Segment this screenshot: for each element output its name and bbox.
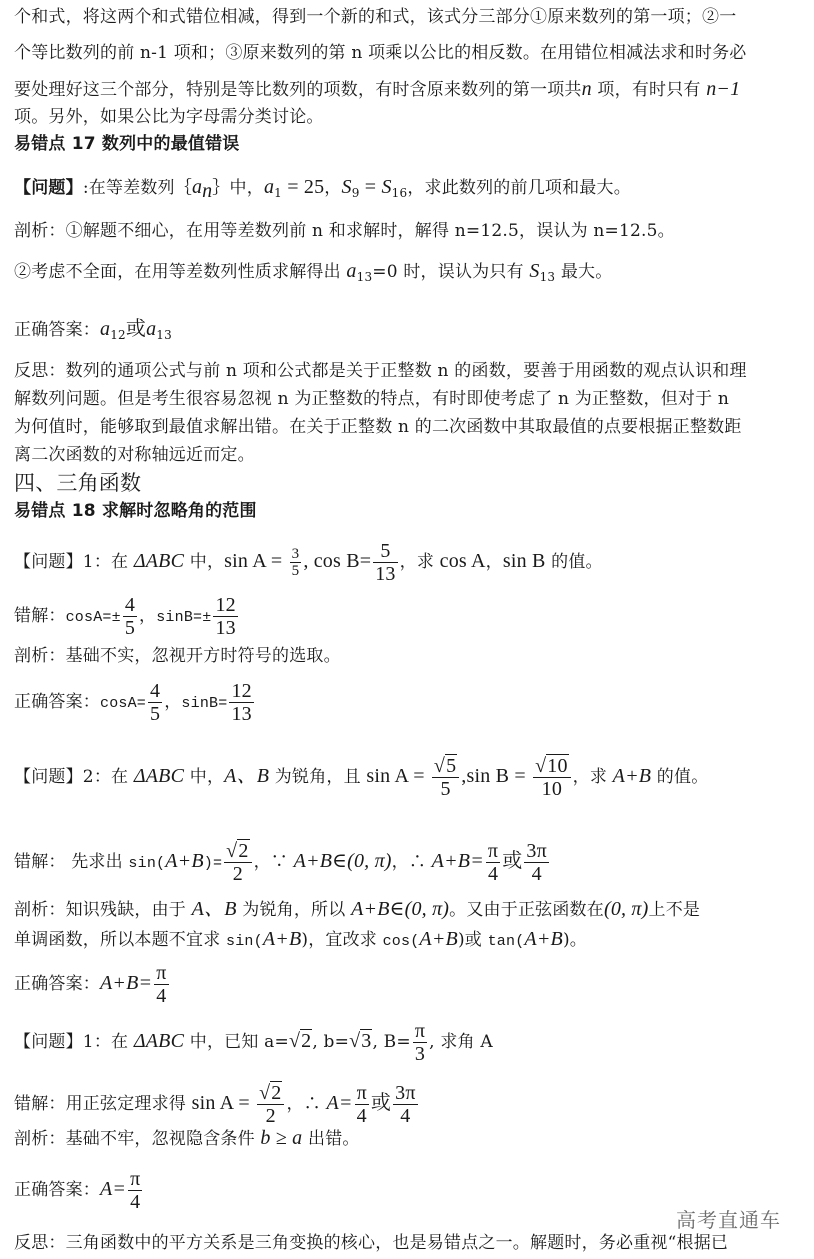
fraction: $\frac{√2}{2}$ <box>224 840 251 885</box>
section-17-analysis-2: ②考虑不全面，在用等差数列性质求解得出 $a_{13}=0$ 时，误认为只有 $S_{13}$ 最大。 <box>14 260 613 284</box>
watermark: 高考直通车 <box>676 1208 781 1232</box>
intro-line-3: 要处理好这三个部分，特别是等比数列的项数，有时含原来数列的第一项共n 项，有时只有 n−1 <box>14 78 741 100</box>
section-18-reflection: 反思：三角函数中的平方关系是三角变换的核心，也是易错点之一。解题时，务必重视“根据已 <box>14 1233 729 1253</box>
fraction: $\frac{4}{5}$ <box>124 594 136 639</box>
section-17-reflection-3: 为何值时，能够取到最值求解出错。在关于正整数 n 的二次函数中其取最值的点要根据正整数距 <box>14 417 742 437</box>
q1-answer: 正确答案：cosA= $\frac{4}{5}$ ，sinB= $\frac{12}{13}$ <box>14 680 252 725</box>
q2-analysis-line-1: 剖析：知识残缺，由于 A、B 为锐角，所以 A+B∈(0, π)。又由于正弦函数在(0, π)上不是 <box>14 898 701 920</box>
fraction: $\frac{√2}{2}$ <box>257 1082 284 1127</box>
section-17-reflection-2: 解数列问题。但是考生很容易忽视 n 为正整数的特点，有时即使考虑了 n 为正整数，但对于 n <box>14 389 730 409</box>
q1-wrong-solution: 错解：cosA=± $\frac{4}{5}$ ，sinB=± $\frac{12}{13}$ <box>14 594 236 639</box>
q3-wrong-solution: 错解：用正弦定理求得 sin A = $\frac{√2}{2}$ ，∴ A= $\frac{\pi}{4}$ 或 $\frac{3\pi}{4}$ <box>14 1082 416 1127</box>
fraction: $\frac{3}{5}$ <box>291 546 300 579</box>
q1-analysis: 剖析：基础不实，忽视开方时符号的选取。 <box>14 646 341 666</box>
q1-problem: 【问题】1：在 ΔABC 中，sin A = $\frac{3}{5}$ , cos B= $\frac{5}{13}$ ，求 cos A，sin B 的值。 <box>14 540 603 585</box>
intro-line-1: 个和式，将这两个和式错位相减，得到一个新的和式，该式分三部分①原来数列的第一项；②一 <box>14 7 737 27</box>
fraction: $\frac{\pi}{3}$ <box>414 1020 426 1065</box>
intro-line-2: 个等比数列的前 n-1 项和；③原来数列的第 n 项乘以公比的相反数。在用错位相减法求和时务必 <box>14 43 747 63</box>
q3-problem: 【问题】1：在 ΔABC 中，已知 a=√2, b=√3, B= $\frac{\pi}{3}$ , 求角 A <box>14 1020 493 1065</box>
fraction: $\frac{12}{13}$ <box>231 680 252 725</box>
section-17-analysis-1: 剖析：①解题不细心，在用等差数列前 n 和求解时，解得 n=12.5，误认为 n=12.5。 <box>14 221 675 241</box>
fraction: $\frac{4}{5}$ <box>150 680 161 725</box>
section-17-reflection-4: 离二次函数的对称轴远近而定。 <box>14 445 255 465</box>
section-17-problem: 【问题】:在等差数列$\{a_n\}$中，$a_1 = 25$，$S_9 = S_{16}$，求此数列的前几项和最大。 <box>14 176 631 202</box>
fraction: $\frac{\pi}{4}$ <box>356 1082 367 1127</box>
fraction: $\frac{5}{13}$ <box>375 540 396 585</box>
section-17-title: 易错点 17 数列中的最值错误 <box>14 134 240 154</box>
fraction: $\frac{\pi}{4}$ <box>156 962 167 1007</box>
q2-problem: 【问题】2：在 ΔABC 中，A、B 为锐角，且 sin A = $\frac{√5}{5}$ ,sin B = $\frac{√10}{10}$ ，求 A+B 的值。 <box>14 755 709 800</box>
q3-answer: 正确答案：A= $\frac{\pi}{4}$ <box>14 1168 141 1213</box>
chapter-4-title: 四、三角函数 <box>14 471 142 495</box>
section-17-reflection-1: 反思：数列的通项公式与前 n 项和公式都是关于正整数 n 的函数，要善于用函数的观点认识和理 <box>14 361 747 381</box>
fraction: $\frac{3\pi}{4}$ <box>395 1082 416 1127</box>
fraction: $\frac{3\pi}{4}$ <box>526 840 547 885</box>
q2-answer: 正确答案：A+B= $\frac{\pi}{4}$ <box>14 962 167 1007</box>
fraction: $\frac{\pi}{4}$ <box>487 840 499 885</box>
fraction: $\frac{√10}{10}$ <box>533 755 571 800</box>
section-18-title: 易错点 18 求解时忽略角的范围 <box>14 501 257 521</box>
section-17-answer: 正确答案：$a_{12}$或$a_{13}$ <box>14 318 172 342</box>
intro-line-4: 项。另外，如果公比为字母需分类讨论。 <box>14 107 324 127</box>
fraction: $\frac{√5}{5}$ <box>432 755 459 800</box>
q2-wrong-solution: 错解： 先求出 sin(A+B)= $\frac{√2}{2}$ ，∵ A+B∈(0, π)，∴ A+B= $\frac{\pi}{4}$ 或 $\frac{3\pi}{4}$ <box>14 840 547 885</box>
fraction: $\frac{\pi}{4}$ <box>130 1168 141 1213</box>
fraction: $\frac{12}{13}$ <box>215 594 236 639</box>
q3-analysis: 剖析：基础不牢，忽视隐含条件 b ≥ a 出错。 <box>14 1127 360 1149</box>
q2-analysis-line-2: 单调函数，所以本题不宜求 sin(A+B)，宜改求 cos(A+B)或 tan(A+B)。 <box>14 928 587 950</box>
